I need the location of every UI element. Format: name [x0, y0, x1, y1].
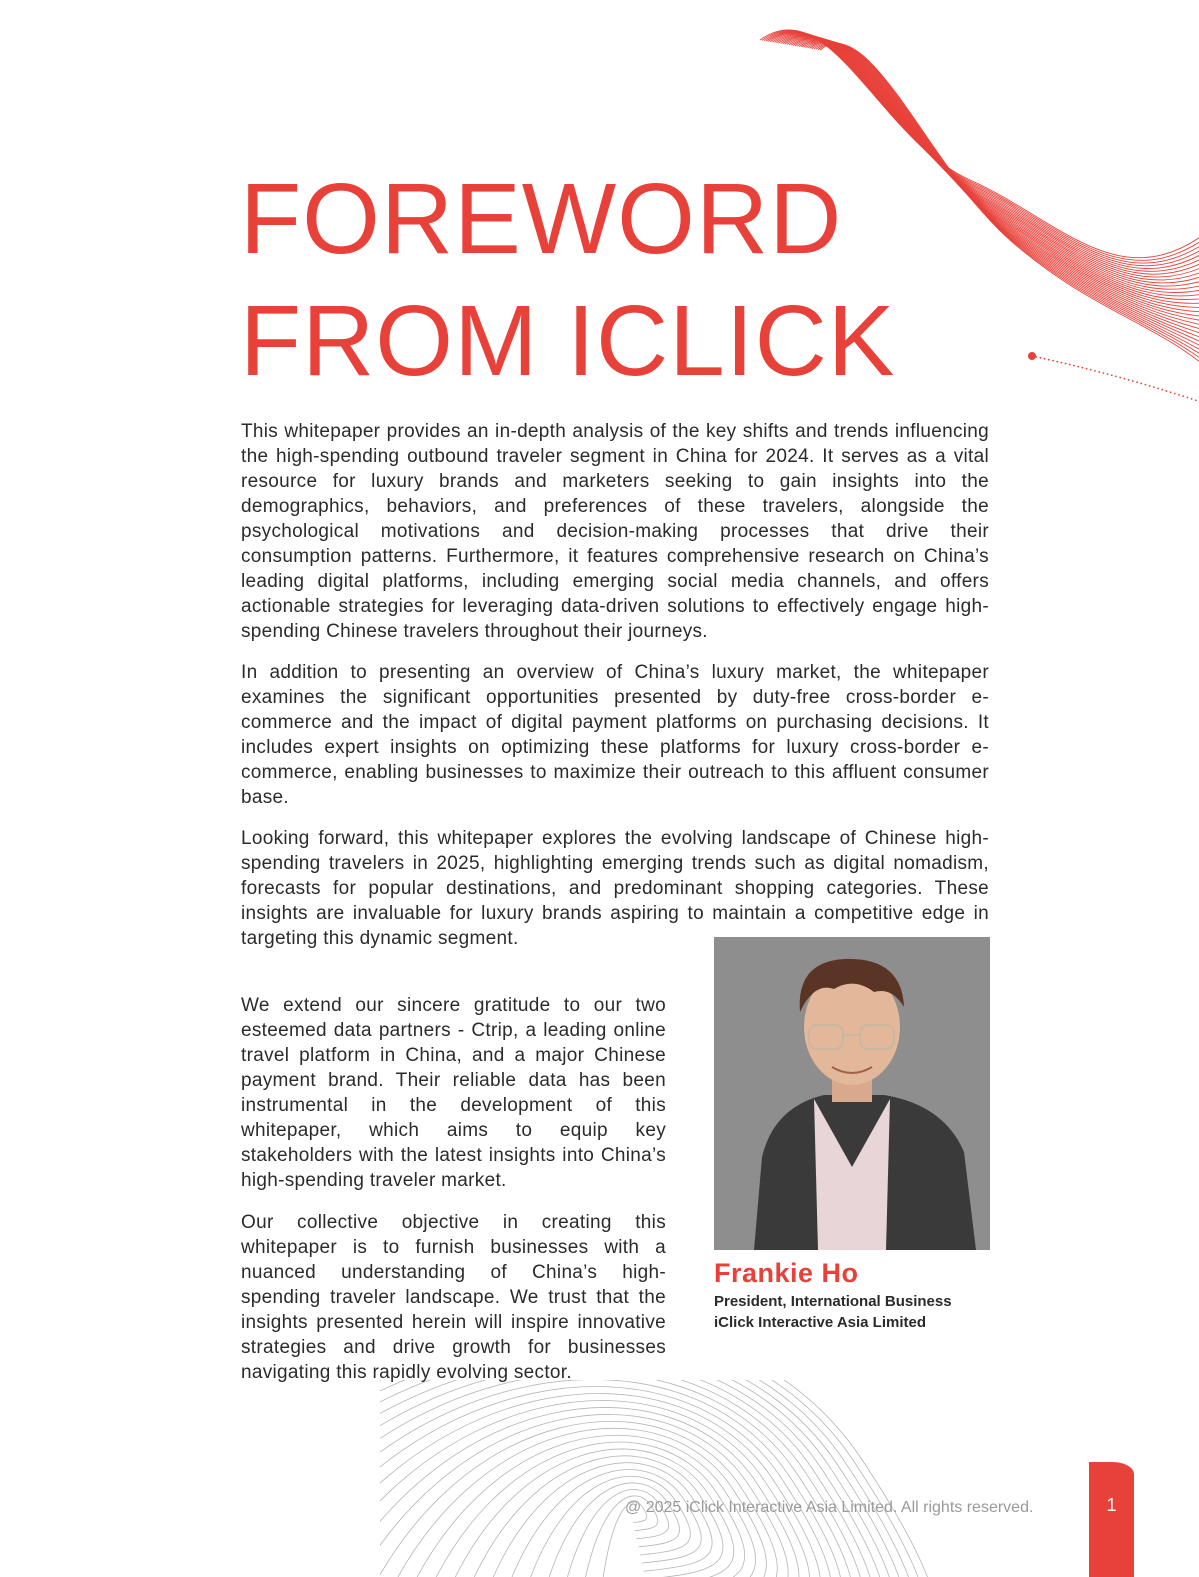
- dot-trail: [1048, 359, 1050, 361]
- wave-line-grey: [380, 1400, 810, 1577]
- dot-trail: [1103, 372, 1105, 374]
- dot-trail: [1128, 379, 1130, 381]
- dot-trail: [1157, 388, 1159, 390]
- wave-line-grey: [380, 1407, 799, 1577]
- dot-trail: [1040, 357, 1042, 359]
- page-title: [240, 158, 895, 402]
- dot-trail: [1119, 377, 1121, 379]
- dot-trail: [1069, 364, 1071, 366]
- wave-line-grey: [380, 1380, 940, 1577]
- dot-trail: [1149, 385, 1151, 387]
- dot-trail: [1107, 373, 1109, 375]
- dot-trail: [1140, 383, 1142, 385]
- wave-line-grey: [380, 1380, 930, 1577]
- dot-trail: [1182, 395, 1184, 397]
- dot-trail: [1098, 371, 1100, 373]
- dot-trail: [1145, 384, 1147, 386]
- dot-trail: [1178, 394, 1180, 396]
- paragraph-3: [241, 826, 989, 951]
- dot-trail: [1166, 390, 1168, 392]
- copyright-text: @ 2025 iClick Interactive Asia Limited. All rights reserved.: [625, 1499, 1034, 1516]
- dot-trail: [1136, 381, 1138, 383]
- decorative-wave-lines-bottom: [380, 1380, 1180, 1577]
- page-number: 1: [1106, 1495, 1117, 1515]
- dot-trail: [1035, 356, 1037, 358]
- dot-trail: [1161, 389, 1163, 391]
- person-name: Frankie Ho: [714, 1258, 859, 1288]
- dot-trail: [1086, 368, 1088, 370]
- dot-trail: [1195, 399, 1197, 401]
- paragraph-3-text: Looking forward, this whitepaper explores the evolving landscape of Chinese high-spending travelers in 2025, highlighting emerging trends such as digital nomadism, forecasts for popular destinations, and predominant shopping categories. These insights are invaluable for luxury brands aspiring to maintain a competitive edge in targeting this dynamic segment.: [241, 828, 989, 949]
- dot-trail: [1124, 378, 1126, 380]
- paragraph-2: In addition to presenting an overview of China’s luxury market, the whitepaper examines the significant opportunities presented by duty-free cross-border e-commerce and the impact of digital payment platforms on purchasing decisions. It includes expert insights on optimizing these platforms for luxury cross-border e-commerce, enabling businesses to maximize their outreach to this affluent consumer base.: [241, 662, 989, 808]
- wave-line-grey: [380, 1380, 908, 1577]
- dot-trail: [1044, 358, 1046, 360]
- dot-marker: [1028, 352, 1036, 360]
- dot-trail: [1170, 391, 1172, 393]
- wave-line-grey: [380, 1380, 853, 1577]
- dot-trail: [1153, 386, 1155, 388]
- dot-trail: [1187, 397, 1189, 399]
- dot-trail: [1094, 370, 1096, 372]
- wave-line-grey: [540, 1483, 680, 1577]
- title-line-2: FROM ICLICK: [240, 285, 896, 397]
- dot-trail: [1174, 393, 1176, 395]
- person-title: President, International Business: [714, 1293, 952, 1310]
- paragraph-4: We extend our sincere gratitude to our two esteemed data partners - Ctrip, a leading online travel platform in China, and a major Chinese payment brand. Their reliable data has been instrumental in the development of this whitepaper, which aims to equip key stakeholders with the latest insights into China’s high-spending traveler market.: [241, 995, 666, 1191]
- dot-trail: [1111, 374, 1113, 376]
- paragraph-5: Our collective objective in creating this whitepaper is to furnish businesses with a nuanced understanding of China’s high-spending traveler landscape. We trust that the insights presented herein will inspire innovative strategies and drive growth for businesses navigating this rapidly evolving sector.: [241, 1212, 666, 1383]
- dot-trail: [1052, 360, 1054, 362]
- dot-trail: [1115, 376, 1117, 378]
- dot-trail: [1082, 367, 1084, 369]
- dot-trail: [1132, 380, 1134, 382]
- dot-trail: [1090, 369, 1092, 371]
- portrait-photo: [714, 937, 990, 1250]
- dot-trail: [1061, 362, 1063, 364]
- dot-trail: [1073, 365, 1075, 367]
- person-company: iClick Interactive Asia Limited: [714, 1314, 927, 1331]
- title-line-1: FOREWORD: [240, 163, 843, 275]
- dot-trail: [1191, 398, 1193, 400]
- wave-line-grey: [500, 1470, 701, 1577]
- dot-trail: [1065, 363, 1067, 365]
- paragraph-1: This whitepaper provides an in-depth analysis of the key shifts and trends influencing the high-spending outbound traveler segment in China for 2024. It serves as a vital resource for luxury brands and marketers seeking to gain insights into the demographics, behaviors, and preferences of these travelers, alongside the psychological motivations and decision-making processes that drive their consumption patterns. Furthermore, it features comprehensive research on China’s leading digital platforms, including emerging social media channels, and offers actionable strategies for leveraging data-driven solutions to effectively engage high-spending Chinese travelers throughout their journeys.: [241, 421, 989, 642]
- wave-line-grey: [380, 1380, 864, 1577]
- dot-trail: [1077, 366, 1079, 368]
- dot-trail: [1056, 361, 1058, 363]
- page-number-tab: [1089, 1462, 1134, 1577]
